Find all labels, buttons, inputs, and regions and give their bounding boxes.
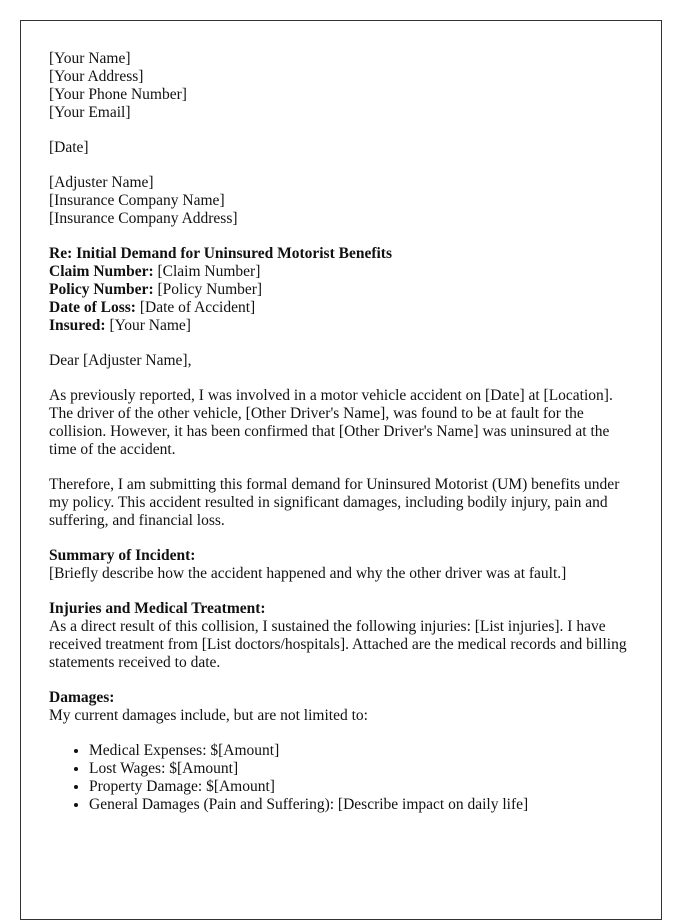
- policy-number-label: Policy Number:: [49, 281, 154, 298]
- reference-block: [49, 245, 633, 335]
- damages-heading: Damages:: [49, 689, 115, 706]
- adjuster-name: [Adjuster Name]: [49, 174, 154, 191]
- recipient-block: [49, 174, 633, 228]
- paragraph-demand: Therefore, I am submitting this formal demand for Uninsured Motorist (UM) benefits under my policy. This accident resulted in significant damages, including bodily injury, pain and suffering, and financial loss.: [49, 476, 620, 529]
- summary-text: [Briefly describe how the accident happened and why the other driver was at fault.]: [49, 565, 567, 582]
- sender-address: [Your Address]: [49, 68, 144, 85]
- letter-date: [Date]: [49, 139, 89, 156]
- date-of-loss-value: [Date of Accident]: [135, 299, 256, 316]
- injuries-heading: Injuries and Medical Treatment:: [49, 600, 266, 617]
- date-of-loss-label: Date of Loss:: [49, 299, 136, 316]
- list-item: • Property Damage: $[Amount]: [89, 778, 633, 796]
- injuries-text: As a direct result of this collision, I sustained the following injuries: [List injuries]. I have received treatment from [List doctors/hospitals]. Attached are the medical records and billing statements received to date.: [49, 618, 627, 671]
- letter-viewport: [20, 20, 662, 813]
- injuries-section: [49, 600, 633, 672]
- sender-email: [Your Email]: [49, 104, 131, 121]
- company-name: [Insurance Company Name]: [49, 192, 225, 209]
- claim-number-label: Claim Number:: [49, 263, 154, 280]
- damages-section: [49, 689, 633, 725]
- company-address: [Insurance Company Address]: [49, 210, 238, 227]
- policy-number-value: [Policy Number]: [153, 281, 263, 298]
- summary-section: [49, 547, 633, 583]
- insured-value: [Your Name]: [105, 317, 191, 334]
- re-subject: Re: Initial Demand for Uninsured Motorist Benefits: [49, 245, 392, 262]
- paragraph-accident: As previously reported, I was involved in a motor vehicle accident on [Date] at [Location]. The driver of the other vehicle, [Other Driver's Name], was found to be at fault for the collision. However, it has been confirmed that [Other Driver's Name] was uninsured at the time of the accident.: [49, 387, 613, 458]
- list-item: • General Damages (Pain and Suffering): [Describe impact on daily life]: [89, 796, 633, 814]
- sender-block: [49, 50, 633, 122]
- claim-number-value: [Claim Number]: [153, 263, 261, 280]
- sender-name: [Your Name]: [49, 50, 131, 67]
- demand-letter: [20, 20, 662, 920]
- summary-heading: Summary of Incident:: [49, 547, 196, 564]
- salutation: Dear [Adjuster Name],: [49, 352, 192, 369]
- sender-phone: [Your Phone Number]: [49, 86, 187, 103]
- damages-text: My current damages include, but are not limited to:: [49, 707, 368, 724]
- insured-label: Insured:: [49, 317, 106, 334]
- list-item: • Medical Expenses: $[Amount]: [89, 742, 633, 760]
- damages-list: [49, 742, 633, 814]
- list-item: • Lost Wages: $[Amount]: [89, 760, 633, 778]
